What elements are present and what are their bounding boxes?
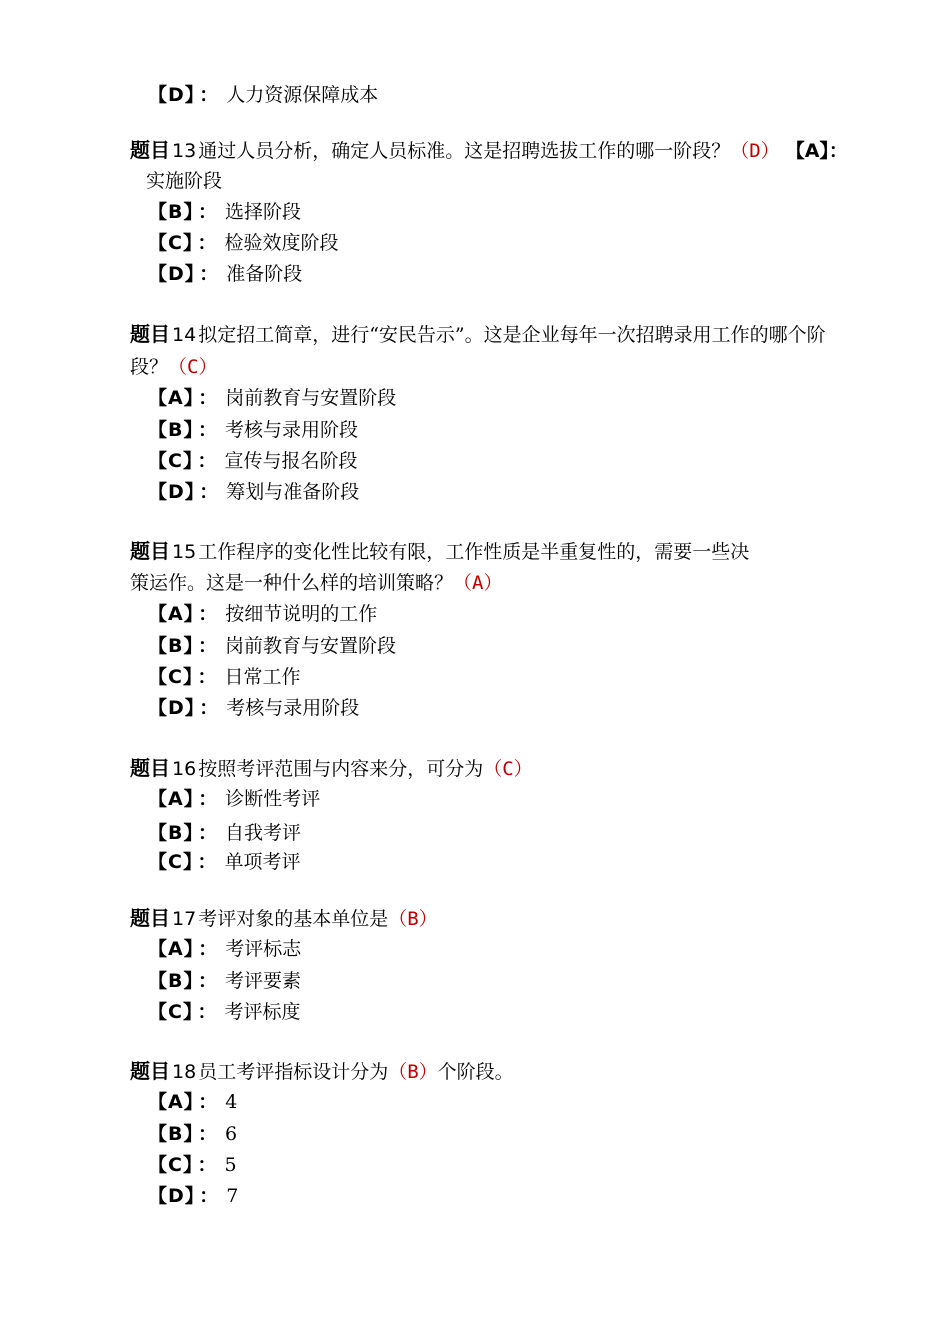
question-text: 工作程序的变化性比较有限，工作性质是半重复性的，需要一些决 (198, 541, 750, 563)
option-key: 【A】 (148, 1091, 195, 1113)
option-text: 岗前教育与安置阶段 (225, 387, 397, 409)
question-number: 13 (172, 140, 197, 162)
option-c (148, 1000, 300, 1024)
option-b (148, 969, 301, 993)
question-label: 题目 (130, 539, 170, 563)
option-key: 【C】 (148, 450, 194, 472)
option-sep: ： (198, 1091, 218, 1113)
option-d (148, 480, 359, 504)
option-key: 【B】 (148, 1123, 194, 1145)
option-key: 【A】 (148, 938, 195, 960)
option-d (148, 1184, 238, 1208)
option-text: 7 (226, 1185, 239, 1207)
option-text: 考评标志 (225, 938, 302, 960)
question-label: 题目 (130, 138, 170, 162)
option-d (148, 262, 302, 286)
option-sep: ： (199, 1185, 219, 1207)
option-b (148, 821, 301, 845)
option-text: 6 (225, 1123, 238, 1145)
option-text: 日常工作 (224, 666, 301, 688)
question-text: 通过人员分析，确定人员标准。这是招聘选拔工作的哪一阶段？ (198, 140, 731, 162)
option-key: 【B】 (148, 201, 194, 223)
option-sep: ： (197, 1154, 217, 1176)
option-sep: ： (199, 481, 219, 503)
question-number: 17 (172, 908, 197, 930)
option-a (148, 937, 301, 961)
option-sep: ： (198, 938, 218, 960)
question-text: 考评对象的基本单位是 (198, 908, 389, 930)
question-13 (130, 138, 848, 163)
option-c (148, 449, 357, 473)
option-c (148, 665, 300, 689)
option-text: 考核与录用阶段 (226, 697, 360, 719)
option-text: 筹划与准备阶段 (226, 481, 360, 503)
option-d (148, 696, 359, 720)
question-17 (130, 906, 438, 931)
option-a (148, 787, 320, 811)
question-text: 按照考评范围与内容来分，可分为 (198, 758, 484, 780)
option-sep: ： (199, 263, 219, 285)
answer-mark: （C） (483, 758, 533, 780)
option-key: 【B】 (148, 970, 194, 992)
answer-mark: （D） (730, 140, 780, 162)
option-a (148, 386, 396, 410)
question-13-continuation: 实施阶段 (146, 170, 223, 192)
question-number: 15 (172, 541, 197, 563)
option-text: 按细节说明的工作 (225, 603, 378, 625)
option-key: 【C】 (148, 1001, 194, 1023)
option-sep: ： (828, 140, 848, 162)
option-c (148, 1153, 237, 1177)
option-b (148, 634, 396, 658)
option-key: 【B】 (148, 822, 194, 844)
option-key: 【C】 (148, 232, 194, 254)
option-key: 【D】 (148, 84, 196, 106)
question-14-continuation (130, 355, 217, 379)
option-sep: ： (197, 1001, 217, 1023)
option-sep: ： (197, 1123, 217, 1145)
option-text: 人力资源保障成本 (226, 84, 379, 106)
option-key: 【A】 (148, 603, 195, 625)
option-c (148, 231, 338, 255)
question-text-cont: 策运作。这是一种什么样的培训策略？ (130, 572, 454, 594)
option-a (148, 602, 377, 626)
option-sep: ： (197, 635, 217, 657)
option-key: 【C】 (148, 666, 194, 688)
option-key: 【D】 (148, 263, 196, 285)
option-sep: ： (197, 232, 217, 254)
answer-mark: （C） (168, 356, 218, 378)
option-text: 诊断性考评 (225, 788, 321, 810)
question-15 (130, 539, 749, 564)
option-sep: ： (197, 419, 217, 441)
option-c (148, 850, 300, 874)
option-key: 【A】 (785, 140, 829, 162)
option-key: 【D】 (148, 697, 196, 719)
option-key: 【C】 (148, 1154, 194, 1176)
question-label: 题目 (130, 322, 170, 346)
question-text-cont: 段？ (130, 356, 169, 378)
question-15-continuation (130, 571, 502, 595)
option-key: 【A】 (148, 387, 195, 409)
option-key: 【D】 (148, 481, 196, 503)
option-b (148, 418, 358, 442)
option-text: 考评标度 (224, 1001, 301, 1023)
answer-mark: （A） (453, 572, 503, 594)
question-text: 拟定招工简章，进行“安民告示”。这是企业每年一次招聘录用工作的哪个阶 (198, 324, 826, 346)
option-sep: ： (198, 788, 218, 810)
question-text-tail: 个阶段。 (437, 1061, 514, 1083)
option-sep: ： (197, 822, 217, 844)
option-key: 【D】 (148, 1185, 196, 1207)
option-sep: ： (197, 450, 217, 472)
option-text: 岗前教育与安置阶段 (225, 635, 397, 657)
option-a (148, 1090, 237, 1114)
option-text: 检验效度阶段 (224, 232, 339, 254)
option-sep: ： (197, 851, 217, 873)
question-14 (130, 322, 826, 347)
option-d-prev (148, 83, 378, 107)
option-key: 【B】 (148, 419, 194, 441)
question-18 (130, 1059, 514, 1084)
inline-option-a (786, 140, 848, 162)
question-number: 16 (172, 758, 197, 780)
question-16 (130, 756, 533, 781)
option-sep: ： (197, 970, 217, 992)
option-text: 选择阶段 (225, 201, 302, 223)
answer-mark: （B） (388, 1061, 438, 1083)
option-text: 准备阶段 (226, 263, 303, 285)
option-text: 单项考评 (224, 851, 301, 873)
question-label: 题目 (130, 1059, 170, 1083)
option-b (148, 200, 301, 224)
question-text: 员工考评指标设计分为 (198, 1061, 389, 1083)
option-sep: ： (197, 666, 217, 688)
option-b (148, 1122, 237, 1146)
option-sep: ： (197, 201, 217, 223)
option-text: 5 (224, 1154, 237, 1176)
option-sep: ： (199, 84, 219, 106)
option-key: 【A】 (148, 788, 195, 810)
option-sep: ： (198, 387, 218, 409)
question-label: 题目 (130, 756, 170, 780)
question-number: 18 (172, 1061, 197, 1083)
option-text: 自我考评 (225, 822, 302, 844)
answer-mark: （B） (388, 908, 438, 930)
option-text: 4 (225, 1091, 238, 1113)
option-sep: ： (198, 603, 218, 625)
option-key: 【B】 (148, 635, 194, 657)
option-text: 宣传与报名阶段 (224, 450, 358, 472)
option-text: 考评要素 (225, 970, 302, 992)
question-number: 14 (172, 324, 197, 346)
option-sep: ： (199, 697, 219, 719)
option-key: 【C】 (148, 851, 194, 873)
option-text: 考核与录用阶段 (225, 419, 359, 441)
question-label: 题目 (130, 906, 170, 930)
